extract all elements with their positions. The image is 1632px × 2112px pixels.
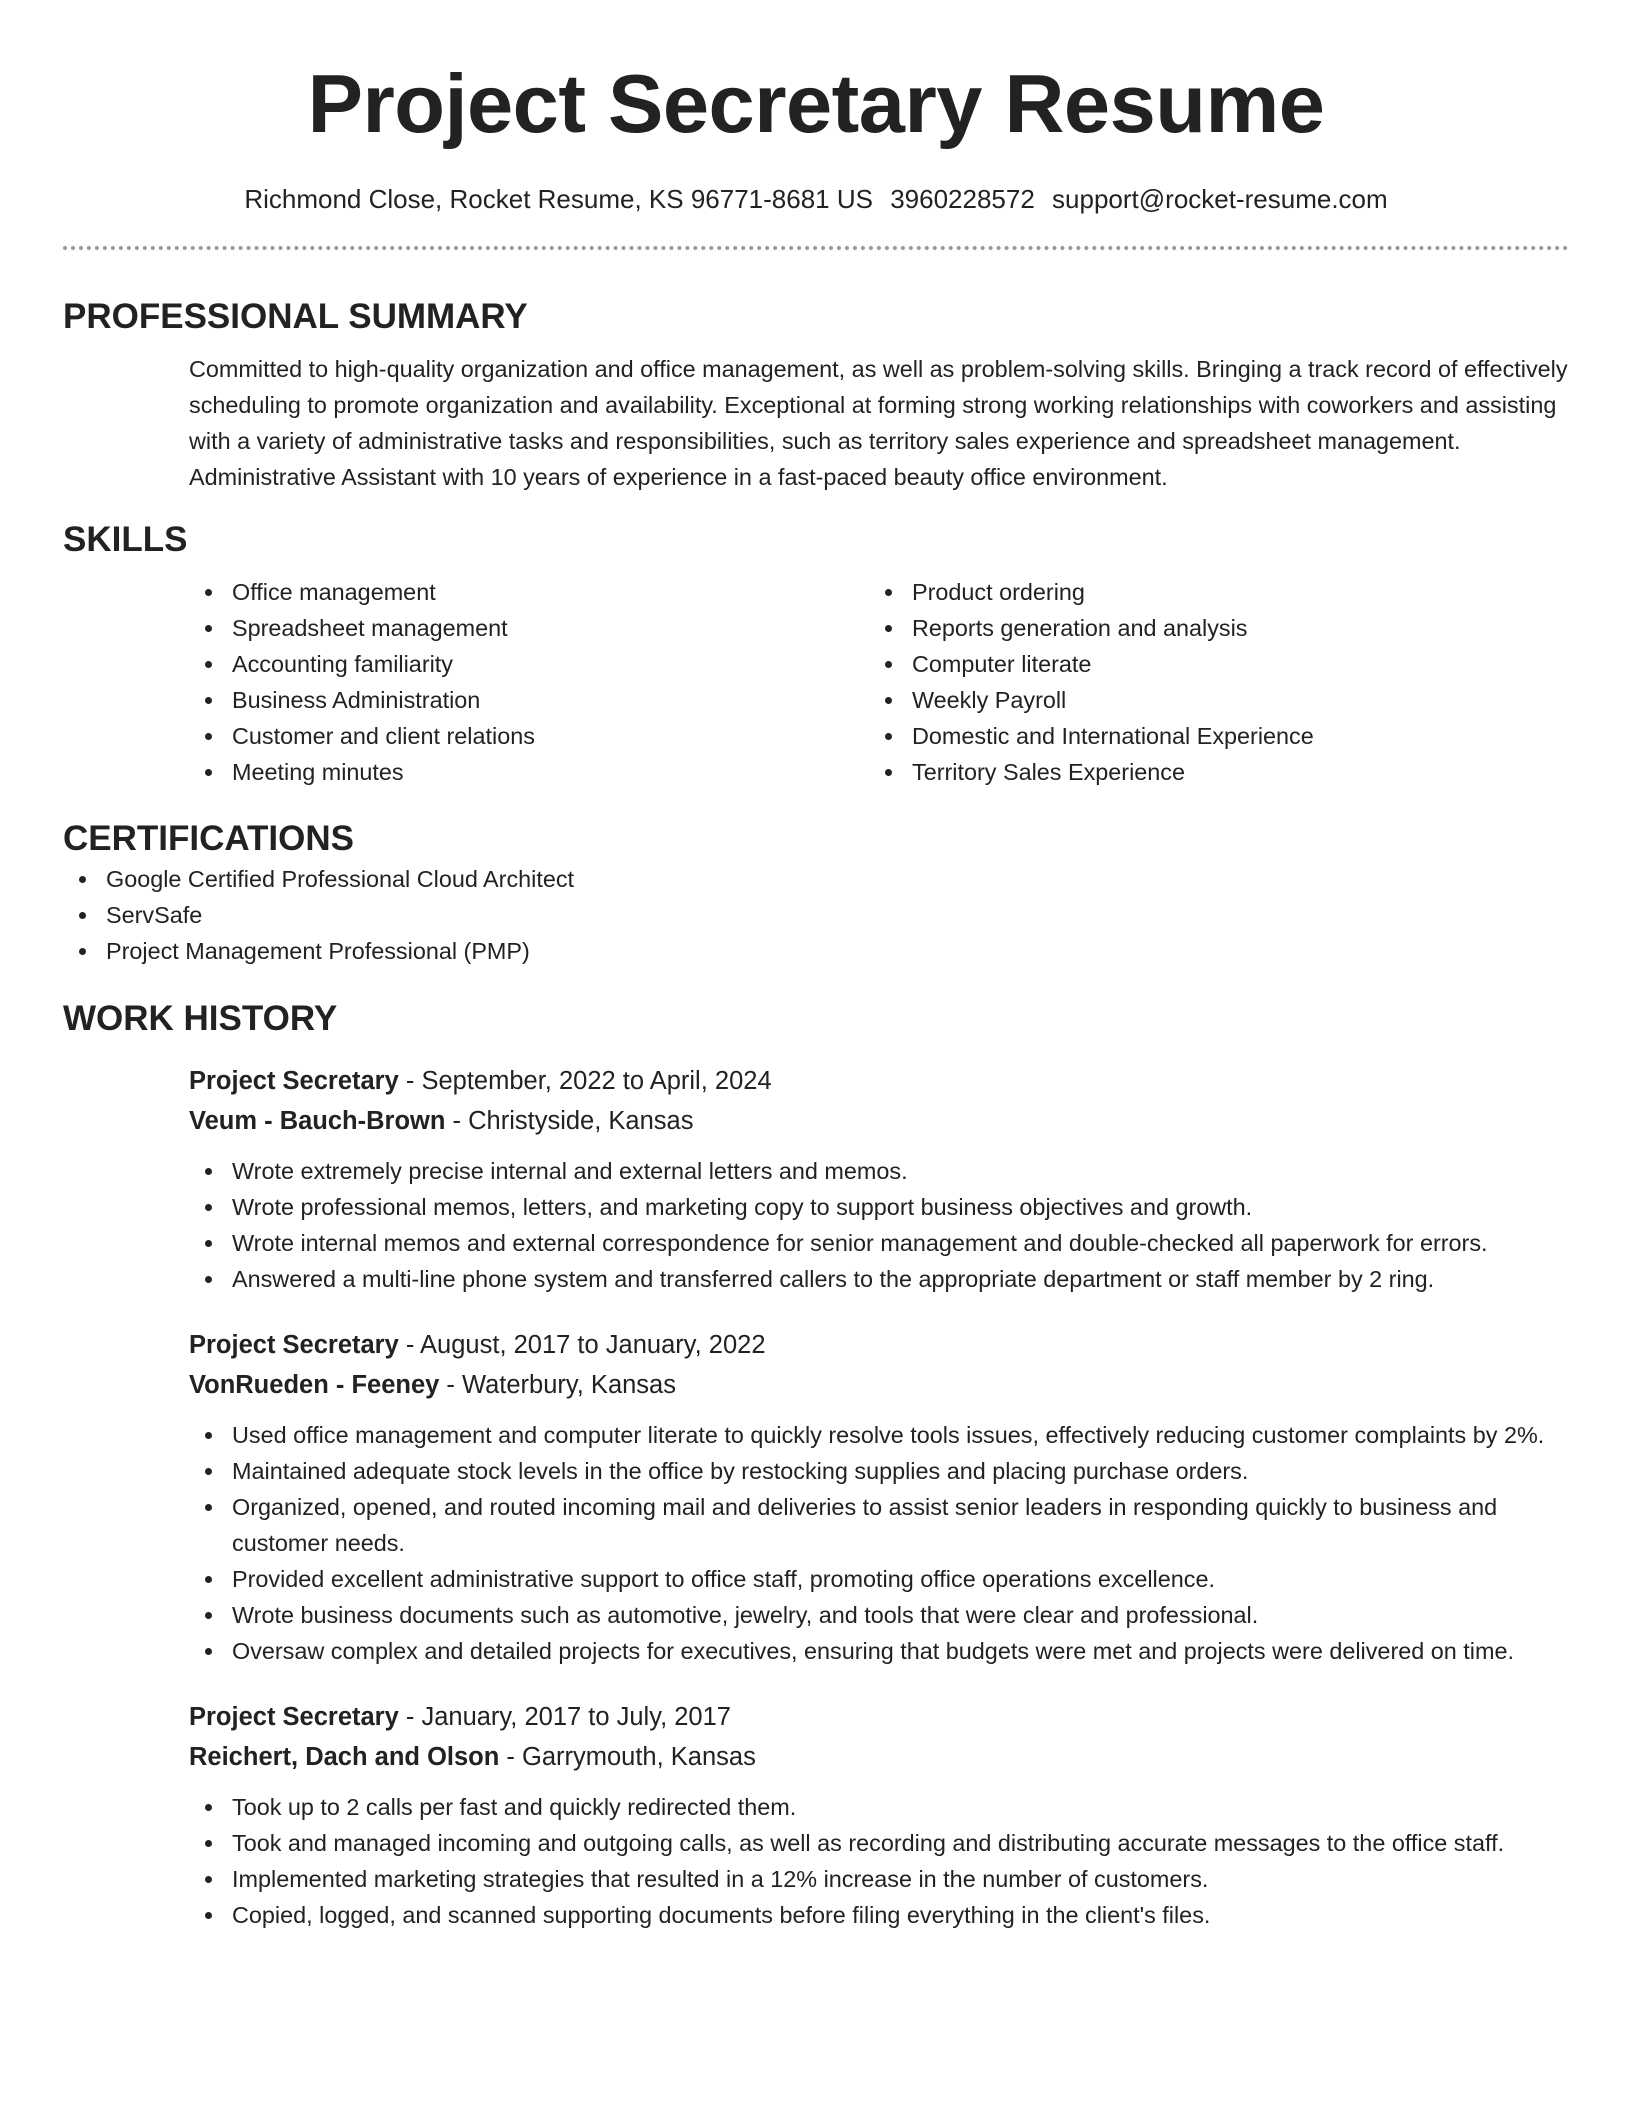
job-dates: - September, 2022 to April, 2024 bbox=[398, 1067, 772, 1095]
skill-item: Spreadsheet management bbox=[189, 610, 869, 646]
job-title-line bbox=[189, 1325, 1569, 1365]
job-duty: Used office management and computer literate to quickly resolve tools issues, effectively reducing customer complaints by 2%. bbox=[189, 1417, 1569, 1453]
job-duty: Implemented marketing strategies that resulted in a 12% increase in the number of customers. bbox=[189, 1861, 1569, 1897]
job-title-line bbox=[189, 1697, 1569, 1737]
skills-list-left bbox=[189, 574, 869, 790]
job-duty: Wrote business documents such as automotive, jewelry, and tools that were clear and professional. bbox=[189, 1597, 1569, 1633]
job-entry bbox=[189, 1061, 1569, 1297]
job-company-line bbox=[189, 1101, 1569, 1141]
job-role: Project Secretary bbox=[189, 1067, 399, 1095]
job-company: VonRueden - Feeney bbox=[189, 1371, 440, 1399]
job-duty: Provided excellent administrative support to office staff, promoting office operations excellence. bbox=[189, 1561, 1569, 1597]
summary-text: Committed to high-quality organization and office management, as well as problem-solving skills. Bringing a track record of effectively scheduling to promote organization and availability. Exceptional at forming strong working relationships with coworkers and assisting with a variety of administrative tasks and responsibilities, such as territory sales experience and spreadsheet management. Administrative Assistant with 10 years of experience in a fast-paced beauty office environment. bbox=[189, 356, 1568, 490]
work-history-heading: WORK HISTORY bbox=[63, 999, 338, 1038]
certifications-list bbox=[63, 861, 1569, 969]
header-divider bbox=[63, 246, 1569, 250]
job-location: - Waterbury, Kansas bbox=[439, 1371, 676, 1399]
resume-title: Project Secretary Resume bbox=[307, 57, 1325, 150]
certification-item: Project Management Professional (PMP) bbox=[63, 933, 1569, 969]
skill-item: Meeting minutes bbox=[189, 754, 869, 790]
job-duty: Copied, logged, and scanned supporting documents before filing everything in the client's files. bbox=[189, 1897, 1569, 1933]
job-duty: Took and managed incoming and outgoing calls, as well as recording and distributing accurate messages to the office staff. bbox=[189, 1825, 1569, 1861]
certifications-heading: CERTIFICATIONS bbox=[63, 819, 355, 858]
job-location: - Christyside, Kansas bbox=[445, 1107, 694, 1135]
job-duties bbox=[189, 1153, 1569, 1297]
contact-address: Richmond Close, Rocket Resume, KS 96771-8681 US bbox=[244, 184, 873, 214]
skill-item: Domestic and International Experience bbox=[869, 718, 1549, 754]
skill-item: Computer literate bbox=[869, 646, 1549, 682]
skill-item: Office management bbox=[189, 574, 869, 610]
skill-item: Product ordering bbox=[869, 574, 1549, 610]
skill-item: Business Administration bbox=[189, 682, 869, 718]
job-entry bbox=[189, 1325, 1569, 1669]
job-duty: Wrote extremely precise internal and external letters and memos. bbox=[189, 1153, 1569, 1189]
skills-list-right bbox=[869, 574, 1549, 790]
job-company-line bbox=[189, 1365, 1569, 1405]
certification-item: ServSafe bbox=[63, 897, 1569, 933]
job-duty: Oversaw complex and detailed projects for executives, ensuring that budgets were met and projects were delivered on time. bbox=[189, 1633, 1569, 1669]
job-company: Reichert, Dach and Olson bbox=[189, 1743, 500, 1771]
job-duty: Maintained adequate stock levels in the office by restocking supplies and placing purchase orders. bbox=[189, 1453, 1569, 1489]
job-company-line bbox=[189, 1737, 1569, 1777]
skill-item: Reports generation and analysis bbox=[869, 610, 1549, 646]
skills-columns bbox=[189, 574, 1569, 790]
job-duty: Organized, opened, and routed incoming mail and deliveries to assist senior leaders in responding quickly to business and customer needs. bbox=[189, 1489, 1569, 1561]
job-title-line bbox=[189, 1061, 1569, 1101]
job-dates: - August, 2017 to January, 2022 bbox=[398, 1331, 766, 1359]
skill-item: Weekly Payroll bbox=[869, 682, 1549, 718]
job-duty: Wrote professional memos, letters, and marketing copy to support business objectives and growth. bbox=[189, 1189, 1569, 1225]
job-company: Veum - Bauch-Brown bbox=[189, 1107, 446, 1135]
job-duty: Took up to 2 calls per fast and quickly redirected them. bbox=[189, 1789, 1569, 1825]
job-dates: - January, 2017 to July, 2017 bbox=[398, 1703, 731, 1731]
job-role: Project Secretary bbox=[189, 1703, 399, 1731]
skill-item: Accounting familiarity bbox=[189, 646, 869, 682]
contact-line bbox=[63, 183, 1569, 215]
job-duties bbox=[189, 1789, 1569, 1933]
skill-item: Territory Sales Experience bbox=[869, 754, 1549, 790]
job-role: Project Secretary bbox=[189, 1331, 399, 1359]
certification-item: Google Certified Professional Cloud Architect bbox=[63, 861, 1569, 897]
contact-phone: 3960228572 bbox=[890, 184, 1035, 214]
contact-email: support@rocket-resume.com bbox=[1052, 184, 1388, 214]
skills-heading: SKILLS bbox=[63, 520, 188, 559]
job-duty: Wrote internal memos and external correspondence for senior management and double-checked all paperwork for errors. bbox=[189, 1225, 1569, 1261]
job-entry bbox=[189, 1697, 1569, 1933]
job-duties bbox=[189, 1417, 1569, 1669]
summary-heading: PROFESSIONAL SUMMARY bbox=[63, 297, 528, 336]
skill-item: Customer and client relations bbox=[189, 718, 869, 754]
job-duty: Answered a multi-line phone system and transferred callers to the appropriate department or staff member by 2 ring. bbox=[189, 1261, 1569, 1297]
job-location: - Garrymouth, Kansas bbox=[499, 1743, 756, 1771]
